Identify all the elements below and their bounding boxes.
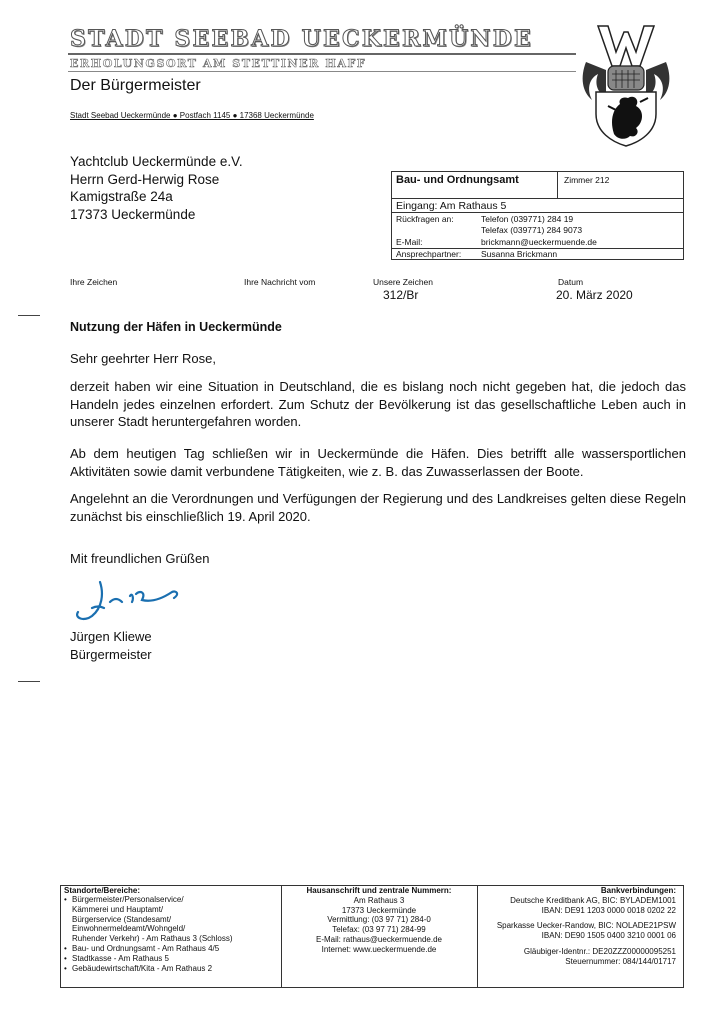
location-item xyxy=(64,954,279,964)
footer-address xyxy=(282,886,476,987)
recipient-line: 17373 Ueckermünde xyxy=(70,206,196,222)
address-line: Am Rathaus 3 xyxy=(353,895,405,905)
location-line: Ruhender Verkehr) - Am Rathaus 3 (Schloss) xyxy=(72,934,233,944)
address-website[interactable]: Internet: www.ueckermuende.de xyxy=(321,944,437,954)
address-heading: Hausanschrift und zentrale Nummern: xyxy=(306,886,452,895)
email-value[interactable]: brickmann@ueckermuende.de xyxy=(481,237,597,247)
salutation: Sehr geehrter Herr Rose, xyxy=(70,351,216,366)
our-reference-label: Unsere Zeichen xyxy=(373,277,434,287)
bank-line: IBAN: DE91 1203 0000 0018 0202 22 xyxy=(541,905,676,915)
location-line: • Stadtkasse - Am Rathaus 5 xyxy=(72,953,169,963)
signer-block xyxy=(70,628,152,663)
your-message-label: Ihre Nachricht vom xyxy=(244,277,316,287)
location-line: • Gebäudewirtschaft/Kita - Am Rathaus 2 xyxy=(72,963,213,973)
signer-name: Jürgen Kliewe xyxy=(70,629,152,644)
contact-person-value: Susanna Brickmann xyxy=(481,249,558,259)
bank-line: Steuernummer: 084/144/01717 xyxy=(565,956,676,966)
fax-value: Telefax (039771) 284 9073 xyxy=(481,225,583,235)
department-name: Bau- und Ordnungsamt xyxy=(396,174,519,186)
bank-line: Gläubiger-Identnr.: DE20ZZZ00000095251 xyxy=(523,946,676,956)
location-item xyxy=(64,944,279,954)
location-line: • Bürgermeister/Personalservice/ xyxy=(72,895,184,904)
our-reference-value: 312/Br xyxy=(383,288,419,302)
contact-person-label: Ansprechpartner: xyxy=(396,249,462,259)
recipient-address xyxy=(70,153,243,223)
date-value: 20. März 2020 xyxy=(556,288,633,302)
coat-of-arms-icon xyxy=(578,22,674,148)
signature-image xyxy=(70,572,190,626)
header-rule-thin xyxy=(68,71,576,72)
entrance-info: Eingang: Am Rathaus 5 xyxy=(396,200,507,212)
address-line: Vermittlung: (03 97 71) 284-0 xyxy=(327,915,431,925)
address-line: 17373 Ueckermünde xyxy=(341,905,417,915)
address-email[interactable]: E-Mail: rathaus@ueckermuende.de xyxy=(316,934,442,944)
signer-title: Bürgermeister xyxy=(70,646,152,662)
your-reference-label: Ihre Zeichen xyxy=(70,277,118,287)
location-line: Kämmerei und Hauptamt/ xyxy=(72,904,164,914)
contact-info-box xyxy=(391,171,684,260)
bank-line: Deutsche Kreditbank AG, BIC: BYLADEM1001 xyxy=(510,895,676,905)
recipient-line: Yachtclub Ueckermünde e.V. xyxy=(70,154,243,169)
office-title: Der Bürgermeister xyxy=(70,77,201,94)
fold-mark xyxy=(18,315,40,316)
recipient-line: Kamigstraße 24a xyxy=(70,189,173,204)
sender-address-line: Stadt Seebad Ueckermünde ● Postfach 1145 ● 17368 Ueckermünde xyxy=(70,111,314,120)
footer-bank xyxy=(478,886,676,987)
email-label: E-Mail: xyxy=(396,237,423,247)
phone-value: Telefon (039771) 284 19 xyxy=(481,214,574,224)
date-label: Datum xyxy=(558,277,584,287)
city-name-heading: STADT SEEBAD UECKERMÜNDE xyxy=(70,26,533,52)
info-box-divider xyxy=(557,172,558,199)
address-line: Telefax: (03 97 71) 284-99 xyxy=(332,925,426,935)
city-tagline: ERHOLUNGSORT AM STETTINER HAFF xyxy=(70,57,367,70)
inquiries-label: Rückfragen an: xyxy=(396,214,454,224)
header-rule xyxy=(68,53,576,55)
body-paragraph: Ab dem heutigen Tag schließen wir in Ueckermünde die Häfen. Dies betrifft alle wassersportlichen Aktivitäten sowie damit verbundene Tätigkeiten, wie z. B. das Zuwasserlassen der Boote. xyxy=(70,446,686,479)
footer-box xyxy=(60,885,684,988)
locations-heading: Standorte/Bereiche: xyxy=(64,886,141,895)
location-item xyxy=(64,895,279,944)
info-box-rule xyxy=(392,212,683,213)
letter-subject: Nutzung der Häfen in Ueckermünde xyxy=(70,320,282,334)
bank-line: IBAN: DE90 1505 0400 3210 0001 06 xyxy=(541,931,676,941)
bank-heading: Bankverbindungen: xyxy=(600,886,676,895)
closing: Mit freundlichen Grüßen xyxy=(70,551,210,566)
location-item xyxy=(64,964,279,974)
location-line: Einwohnermeldeamt/Wohngeld/ xyxy=(72,924,186,934)
room-number: Zimmer 212 xyxy=(564,175,610,185)
recipient-line: Herrn Gerd-Herwig Rose xyxy=(70,171,220,187)
footer-locations xyxy=(64,886,279,987)
body-paragraph: derzeit haben wir eine Situation in Deutschland, die es bislang noch nicht gegeben hat, die jedoch das Handeln jedes einzelnen erfordert. Zum Schutz der Bevölkerung ist das gesellschaftliche Leben auch in unserer Stadt heruntergefahren worden. xyxy=(70,379,686,429)
body-paragraph: Angelehnt an die Verordnungen und Verfügungen der Regierung und des Landkreises gelten diese Regeln zunächst bis einschließlich 19. April 2020. xyxy=(70,491,686,524)
fold-mark xyxy=(18,681,40,682)
location-line: • Bau- und Ordnungsamt - Am Rathaus 4/5 xyxy=(72,943,220,953)
location-line: Bürgerservice (Standesamt/ xyxy=(72,914,172,924)
bank-line: Sparkasse Uecker-Randow, BIC: NOLADE21PSW xyxy=(496,921,676,931)
